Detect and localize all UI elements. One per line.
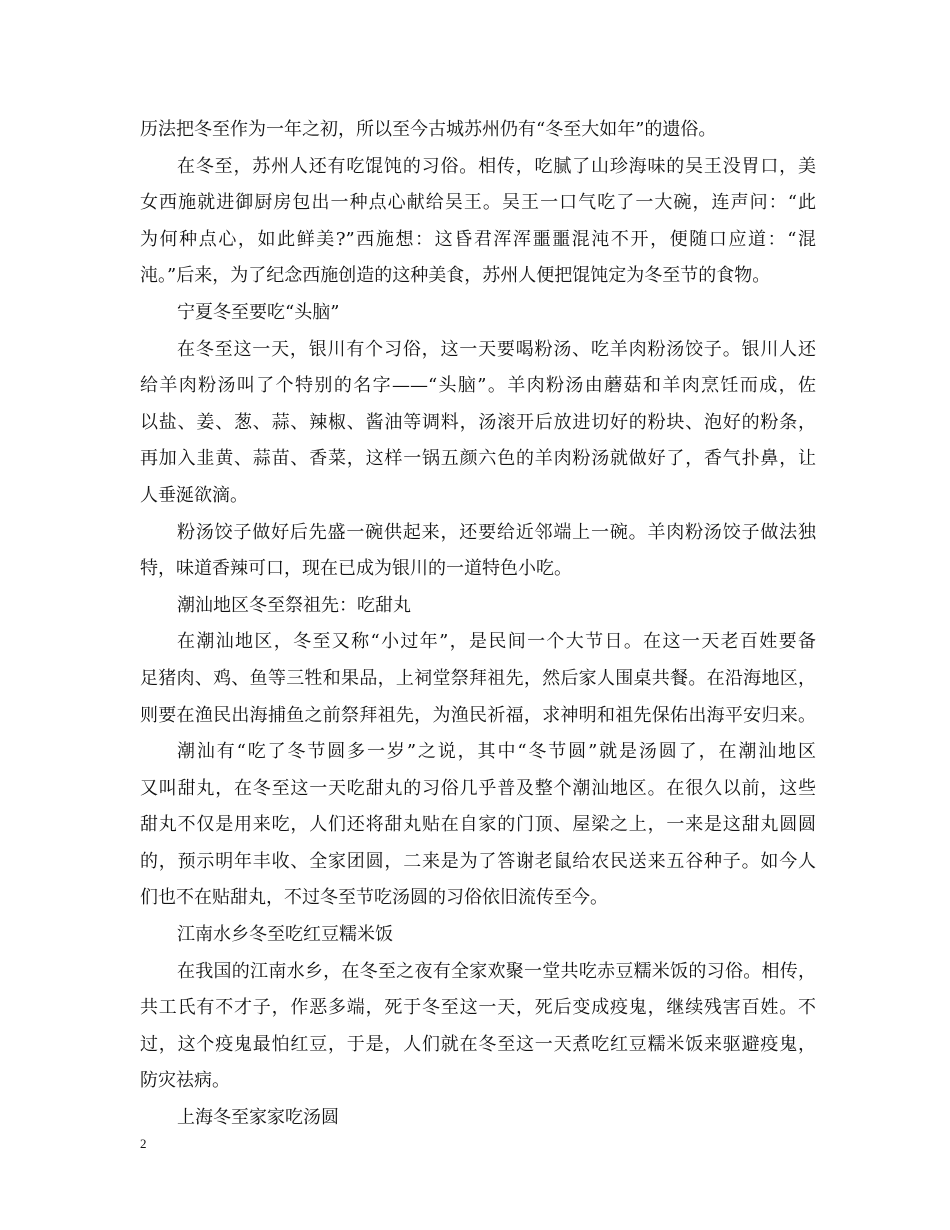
text-line: 潮汕有“吃了冬节圆多一岁”之说，其中“冬节圆”就是汤圆了，在潮汕地区: [177, 741, 816, 763]
text-line: 沌。”后来，为了纪念西施创造的这种美食，苏州人便把馄饨定为冬至节的食物。: [140, 265, 771, 287]
section-heading: 上海冬至家家吃汤圆: [177, 1107, 339, 1129]
text-line: 们也不在贴甜丸，不过冬至节吃汤圆的习俗依旧流传至今。: [140, 887, 608, 909]
section-heading: 江南水乡冬至吃红豆糯米饭: [177, 924, 393, 946]
text-line: 又叫甜丸，在冬至这一天吃甜丸的习俗几乎普及整个潮汕地区。在很久以前，这些: [140, 777, 816, 799]
text-line: 的，预示明年丰收、全家团圆，二来是为了答谢老鼠给农民送来五谷种子。如今人: [140, 850, 816, 872]
text-line: 在潮汕地区，冬至又称“小过年”，是民间一个大节日。在这一天老百姓要备: [177, 631, 816, 653]
body-text: [140, 112, 816, 1137]
text-line: 为何种点心，如此鲜美?”西施想：这昏君浑浑噩噩混沌不开，便随口应道：“混: [140, 228, 816, 250]
text-line: 过，这个疫鬼最怕红豆，于是，人们就在冬至这一天煮吃红豆糯米饭来驱避疫鬼，: [140, 1033, 816, 1055]
text-line: 给羊肉粉汤叫了个特别的名字——“头脑”。羊肉粉汤由蘑菇和羊肉烹饪而成，佐: [140, 375, 816, 397]
text-line: 在冬至，苏州人还有吃馄饨的习俗。相传，吃腻了山珍海味的吴王没胃口，美: [177, 155, 816, 177]
text-line: 甜丸不仅是用来吃，人们还将甜丸贴在自家的门顶、屋梁之上，一来是这甜丸圆圆: [140, 814, 816, 836]
section-heading: 宁夏冬至要吃“头脑”: [177, 301, 340, 323]
text-line: 历法把冬至作为一年之初，所以至今古城苏州仍有“冬至大如年”的遗俗。: [140, 119, 717, 140]
text-line: 在冬至这一天，银川有个习俗，这一天要喝粉汤、吃羊肉粉汤饺子。银川人还: [177, 338, 816, 360]
page-number: 2: [140, 1136, 147, 1151]
text-line: 特，味道香辣可口，现在已成为银川的一道特色小吃。: [140, 558, 572, 580]
text-line: 再加入韭黄、蒜苗、香菜，这样一锅五颜六色的羊肉粉汤就做好了，香气扑鼻，让: [140, 448, 816, 470]
text-line: 足猪肉、鸡、鱼等三牲和果品，上祠堂祭拜祖先，然后家人围桌共餐。在沿海地区，: [140, 667, 816, 689]
text-line: 人垂涎欲滴。: [140, 484, 248, 506]
section-heading: 潮汕地区冬至祭祖先：吃甜丸: [177, 594, 411, 616]
text-line: 以盐、姜、葱、蒜、辣椒、酱油等调料，汤滚开后放进切好的粉块、泡好的粉条，: [140, 411, 816, 433]
text-line: 共工氏有不才子，作恶多端，死于冬至这一天，死后变成疫鬼，继续残害百姓。不: [140, 997, 816, 1019]
text-line: 在我国的江南水乡，在冬至之夜有全家欢聚一堂共吃赤豆糯米饭的习俗。相传，: [177, 960, 816, 982]
text-line: 防灾祛病。: [140, 1070, 230, 1092]
text-line: 女西施就进御厨房包出一种点心献给吴王。吴王一口气吃了一大碗，连声问：“此: [140, 192, 816, 214]
text-line: 则要在渔民出海捕鱼之前祭拜祖先，为渔民祈福，求神明和祖先保佑出海平安归来。: [140, 704, 816, 726]
text-line: 粉汤饺子做好后先盛一碗供起来，还要给近邻端上一碗。羊肉粉汤饺子做法独: [177, 521, 816, 543]
